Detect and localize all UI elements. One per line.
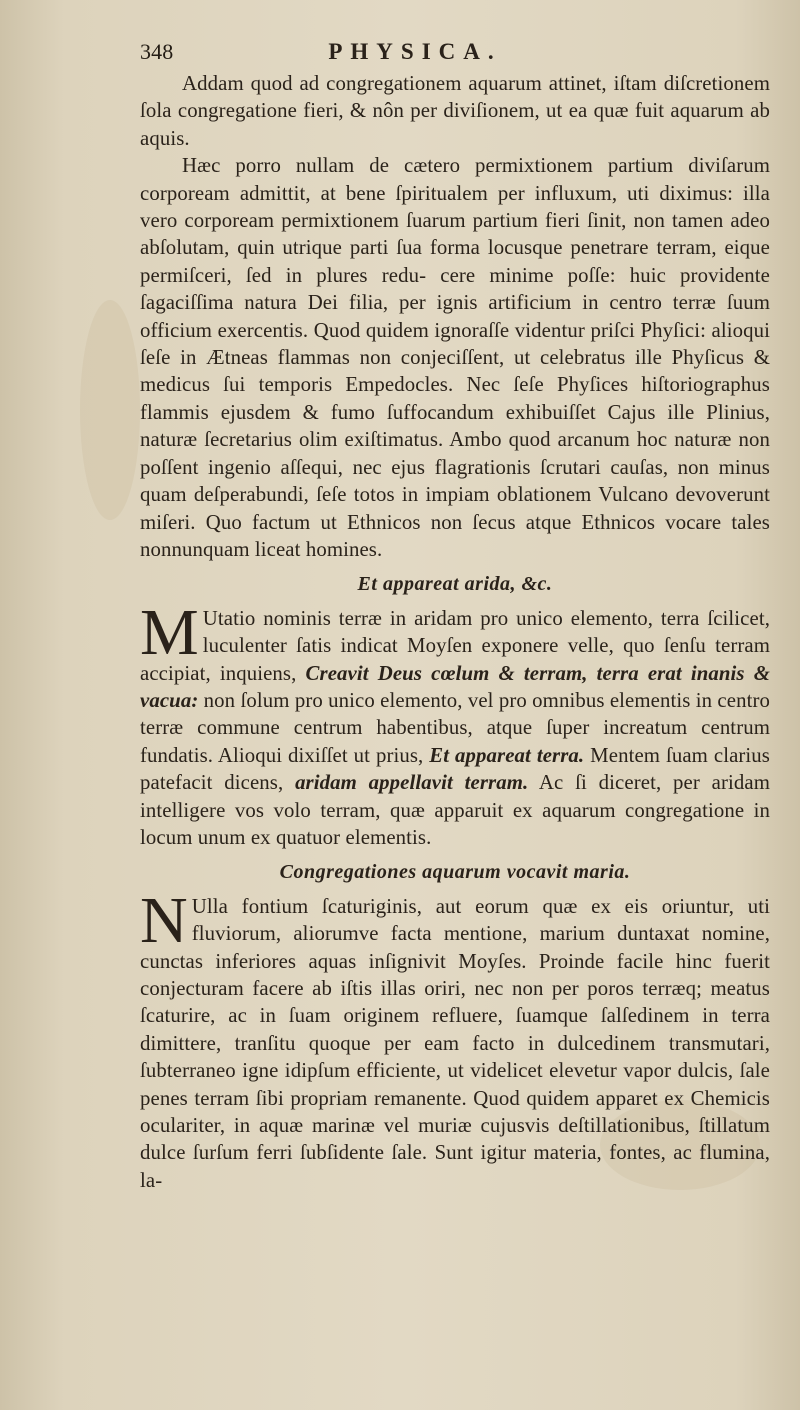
section-heading-arida: Et appareat arida, &c. [357, 573, 553, 596]
section-heading-maria: Congregationes aquarum vocavit maria. [279, 861, 631, 884]
drop-cap-m: M [140, 595, 199, 669]
page-header [140, 38, 770, 68]
arida-text-2: non ſolum pro unico elemento, vel pro omnibus elementis in centro terræ commune centrum habentibus, atque ſuper increatum centrum fundatis. Alioqui dixiſſet ut prius, [140, 688, 770, 767]
arida-quote-2: Et appareat terra. [429, 743, 585, 767]
paper-stain [80, 300, 140, 520]
paragraph-2: Hæc porro nullam de cætero permixtionem partium diviſarum corpoream admittit, at bene ſpiritualem per influxum, uti diximus: illa vero corpoream permixtionem ſuarum partium fieri ſinit, non tamen adeo abſolutam, quin utrique parti ſua forma locusque penetrare terram, eique permiſceri, ſed in plures redu- cere minime poſſe: huic providente ſagaciſſima natura Dei filia, per ignis artificium in centro terræ ſuum officium exercentis. Quod quidem ignoraſſe videntur priſci Phyſici: alioqui ſeſe in Ætneas flammas non conjeciſſent, ut celebratus ille Phyſicus & medicus ſui temporis Empedocles. Nec ſeſe Phyſices hiſtoriographus flammis ejusdem & fumo ſuffocandum exhibuiſſet Cajus ille Plinius, naturæ ſecretarius olim exiſtimatus. Ambo quod arcanum hoc naturæ non poſſent ingenio aſſequi, nec ejus flagrationis ſcrutari cauſas, non minus quam deſperabundi, ſeſe totos in impiam oblationem Vulcano devoverunt miſeri. Quo factum ut Ethnicos non ſecus atque Ethnicos vocare tales nonnunquam liceat homines. [140, 154, 770, 561]
drop-cap-n: N [140, 883, 188, 957]
arida-quote-1: Creavit Deus cœlum & terram, terra erat inanis & vacua: [140, 661, 770, 712]
section-arida-text [140, 595, 770, 852]
arida-quote-3: aridam appellavit terram. [295, 771, 529, 795]
page-number: 348 [140, 39, 174, 64]
text-block [140, 38, 770, 1194]
arida-text-3: Mentem ſuam clarius patefacit dicens, [140, 743, 770, 795]
paragraph-1: Addam quod ad congregationem aquarum attinet, iſtam diſcretionem ſola congregatione fieri, & nôn per diviſionem, ut ea quæ fuit aquarum ab aquis. [140, 72, 770, 150]
maria-text: Ulla fontium ſcaturiginis, aut eorum quæ ex eis oriuntur, uti fluviorum, aliorumve facta mentione, marium duntaxat nomine, cunctas inferiores aquas inſignivit Moyſes. Proinde facile hinc fuerit conjecturam facere ab iſtis illas oriri, nec non per poros terræq; meatus ſcaturire, ac in ſuam originem refluere, ſuamque ſalſedinem in terra dimittere, tranſitu quoque per eam facto in dulcedinem transmutari, ſubterraneo igne idipſum efficiente, ut videlicet elevetur vapor dulcis, ſale penes terram ſibi propriam remanente. Quod quidem apparet ex Chemicis oculariter, in aquæ marinæ vel muriæ cujusvis deſtillationibus, ſtillatum dulce ſurſum ferri ſubſidente ſale. Sunt igitur materia, fontes, ac flumina, la- [140, 894, 770, 1192]
running-head: PHYSICA. [328, 39, 502, 64]
arida-text-4: Ac ſi diceret, per aridam intelligere vos volo terram, quæ apparuit ex aquarum congregatione in locum unum ex quatuor elementis. [140, 771, 770, 849]
arida-text-1: Utatio nominis terræ in aridam pro unico elemento, terra ſcilicet, luculenter ſatis indicat Moyſen exponere velle, quo ſenſu terram accipiat, inquiens, [140, 606, 770, 685]
section-maria-text [140, 883, 770, 1194]
